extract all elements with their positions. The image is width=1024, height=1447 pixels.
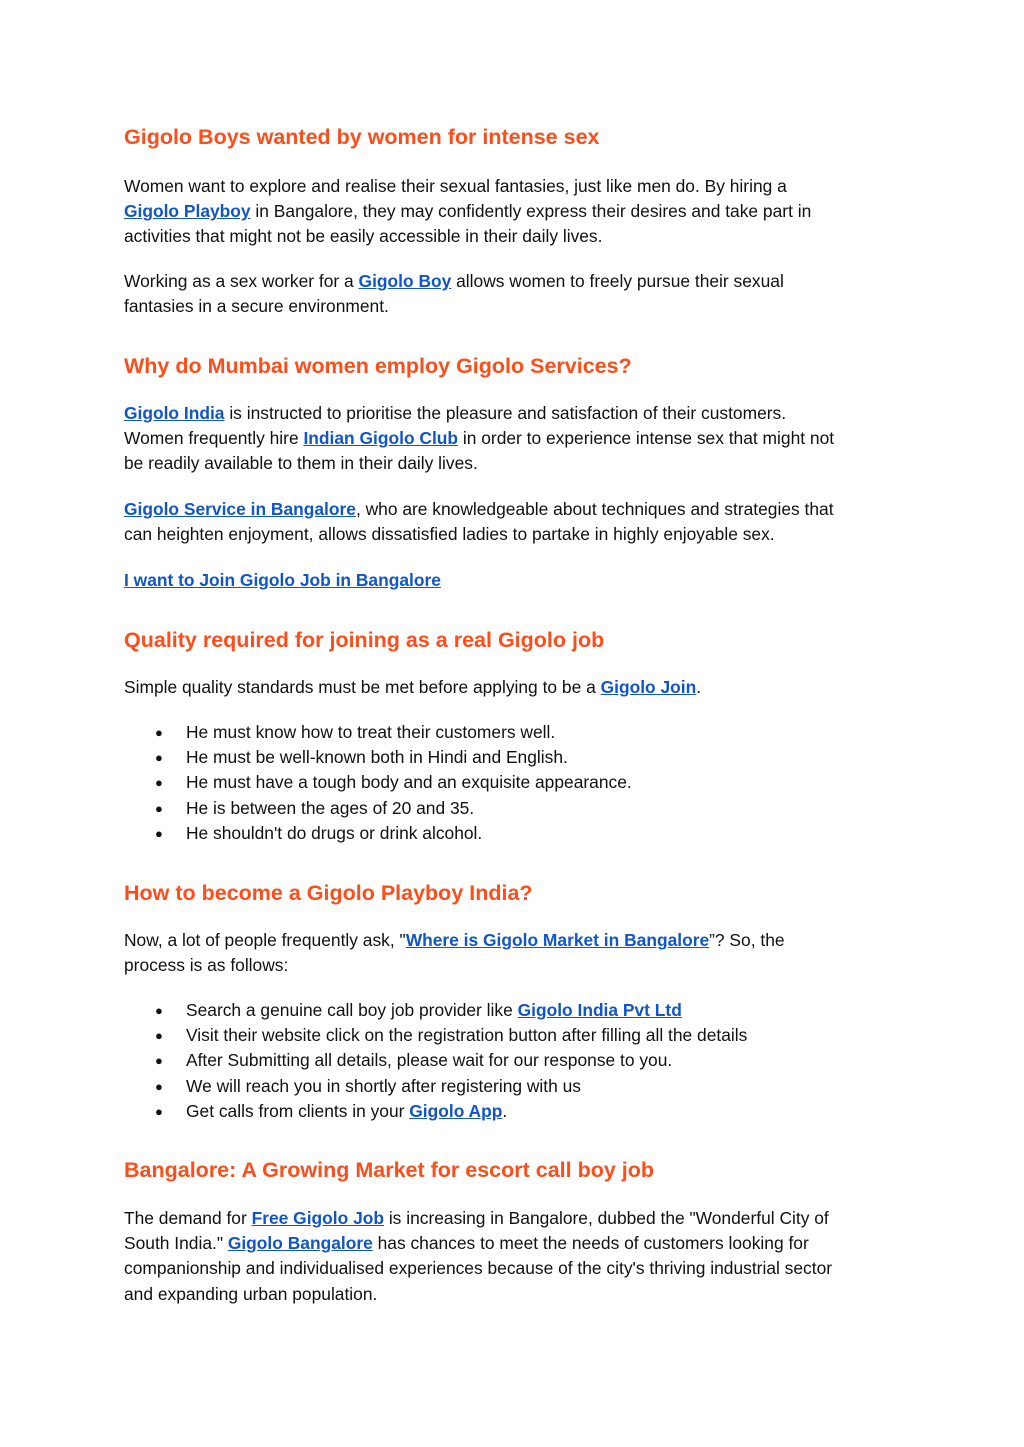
text-line: [124, 568, 914, 593]
bullet-icon: ●: [155, 825, 163, 841]
text-span: The demand for: [124, 1208, 252, 1228]
text-span: .: [696, 677, 702, 697]
link-gigolo-bangalore[interactable]: Gigolo Bangalore: [227, 1233, 373, 1254]
text-span: in order to experience intense sex that might not: [458, 428, 835, 449]
link-gigolo-boy[interactable]: Gigolo Boy: [358, 271, 452, 291]
paragraph-sex-worker: [124, 269, 914, 319]
list-item-text: We will reach you in shortly after registering with us: [186, 1075, 581, 1096]
list-item-text: Visit their website click on the registration button after filling all the details: [186, 1025, 748, 1046]
list-item-text: He shouldn't do drugs or drink alcohol.: [186, 822, 483, 843]
link-join-gigolo-job[interactable]: I want to Join Gigolo Job in Bangalore: [124, 570, 441, 590]
link-gigolo-join[interactable]: Gigolo Join: [600, 677, 697, 697]
text-line: process is as follows:: [124, 955, 289, 976]
text-line: [124, 401, 914, 426]
list-item: [124, 796, 632, 821]
link-gigolo-playboy[interactable]: Gigolo Playboy: [124, 201, 251, 222]
link-indian-gigolo-club[interactable]: Indian Gigolo Club: [303, 428, 459, 449]
text-line: companionship and individualised experiences because of the city's thriving industrial sector: [124, 1258, 833, 1279]
text-span: is increasing in Bangalore, dubbed the "Wonderful City of: [383, 1208, 829, 1228]
paragraph-quality-standards: [124, 675, 914, 700]
list-item: [124, 1023, 747, 1048]
list-item-text: He must have a tough body and an exquisite appearance.: [186, 772, 632, 793]
process-list: [124, 998, 747, 1124]
paragraph-gigolo-service: [124, 497, 914, 547]
bullet-icon: ●: [155, 800, 163, 816]
text-span: .: [502, 1100, 508, 1121]
list-item: [124, 745, 632, 770]
text-span: Simple quality standards must be met before applying to be a: [124, 677, 601, 697]
text-line: [124, 269, 914, 294]
heading-gigolo-boys-wanted: Gigolo Boys wanted by women for intense sex: [124, 125, 600, 149]
list-item: [124, 1074, 747, 1099]
text-line: [124, 497, 914, 522]
text-span: , who are knowledgeable about techniques and strategies that: [355, 499, 834, 519]
bullet-icon: ●: [155, 775, 163, 791]
bullet-icon: ●: [155, 1003, 163, 1018]
text-line: [124, 1231, 914, 1256]
bullet-icon: ●: [155, 1103, 163, 1119]
bullet-icon: ●: [155, 750, 163, 766]
text-line: [124, 675, 914, 700]
heading-why-mumbai-women: Why do Mumbai women employ Gigolo Services?: [124, 354, 632, 378]
text-line: activities that might not be easily accessible in their daily lives.: [124, 226, 603, 247]
paragraph-intro: [124, 174, 914, 250]
list-item-text: Get calls from clients in your: [186, 1100, 410, 1121]
heading-bangalore-growing-market: Bangalore: A Growing Market for escort call boy job: [124, 1158, 655, 1182]
bullet-icon: ●: [155, 725, 163, 740]
text-span: has chances to meet the needs of customers looking for: [372, 1233, 809, 1254]
text-line: [124, 1206, 914, 1231]
text-line: [124, 199, 914, 224]
bullet-icon: ●: [155, 1078, 163, 1094]
list-item-text: Search a genuine call boy job provider like: [186, 1000, 518, 1020]
text-span: Women frequently hire: [124, 428, 304, 449]
heading-quality-required: Quality required for joining as a real Gigolo job: [124, 628, 605, 652]
list-item-text: He is between the ages of 20 and 35.: [186, 797, 475, 818]
text-line: fantasies in a secure environment.: [124, 296, 389, 317]
text-span: allows women to freely pursue their sexual: [451, 271, 784, 291]
list-item: [124, 720, 632, 745]
text-line: [124, 426, 914, 451]
list-item: [124, 821, 632, 846]
list-item-text: After Submitting all details, please wait for our response to you.: [186, 1050, 673, 1071]
paragraph-gigolo-india: [124, 401, 914, 477]
text-line: and expanding urban population.: [124, 1283, 378, 1304]
text-line: Women want to explore and realise their sexual fantasies, just like men do. By hiring a: [124, 176, 787, 196]
text-span: in Bangalore, they may confidently express their desires and take part in: [250, 201, 812, 222]
link-gigolo-india-pvt-ltd[interactable]: Gigolo India Pvt Ltd: [517, 1000, 682, 1020]
list-item: [124, 1048, 747, 1073]
link-gigolo-app[interactable]: Gigolo App: [409, 1100, 503, 1121]
list-item-text: He must know how to treat their customers well.: [186, 722, 556, 742]
text-line: can heighten enjoyment, allows dissatisfied ladies to partake in highly enjoyable sex.: [124, 524, 775, 545]
text-span: Now, a lot of people frequently ask, ": [124, 930, 406, 950]
text-line: [124, 928, 914, 953]
list-item: [124, 770, 632, 795]
text-span: ”? So, the: [709, 930, 785, 950]
link-gigolo-market-bangalore[interactable]: Where is Gigolo Market in Bangalore: [405, 930, 710, 950]
paragraph-demand: [124, 1206, 914, 1307]
list-item: [124, 1099, 747, 1124]
paragraph-process: [124, 928, 914, 978]
paragraph-cta: [124, 568, 914, 593]
text-span: is instructed to prioritise the pleasure and satisfaction of their customers.: [224, 403, 787, 423]
text-span: Working as a sex worker for a: [124, 271, 359, 291]
link-free-gigolo-job[interactable]: Free Gigolo Job: [251, 1208, 384, 1228]
heading-how-to-become: How to become a Gigolo Playboy India?: [124, 881, 533, 905]
text-line: be readily available to them in their daily lives.: [124, 453, 478, 474]
link-gigolo-service-bangalore[interactable]: Gigolo Service in Bangalore: [124, 499, 356, 519]
quality-list: [124, 720, 632, 846]
text-span: South India.": [124, 1233, 228, 1254]
bullet-icon: ●: [155, 1028, 163, 1044]
list-item-text: He must be well-known both in Hindi and English.: [186, 747, 568, 768]
link-gigolo-india[interactable]: Gigolo India: [124, 403, 225, 423]
bullet-icon: ●: [155, 1053, 163, 1069]
list-item: [124, 998, 747, 1023]
